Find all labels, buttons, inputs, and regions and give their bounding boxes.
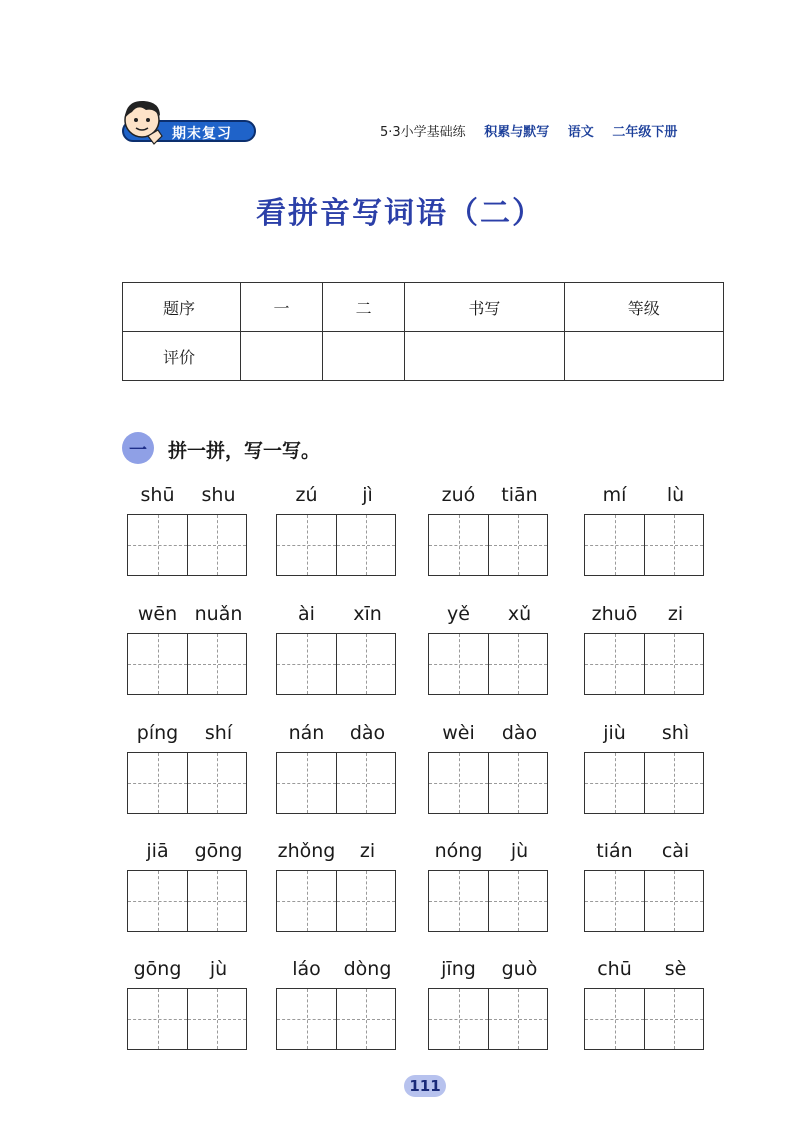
writing-boxes: [127, 988, 247, 1050]
score-input-part-2[interactable]: [323, 332, 405, 381]
pinyin-syllable: wēn: [137, 603, 178, 625]
pinyin-syllable: jì: [362, 484, 373, 506]
pinyin: [584, 722, 706, 748]
score-input-grade[interactable]: [564, 332, 723, 381]
writing-boxes: [276, 870, 396, 932]
pinyin-syllable: mí: [602, 484, 627, 506]
writing-boxes: [127, 633, 247, 695]
writing-cell[interactable]: [429, 871, 488, 931]
pinyin-syllable: dào: [349, 722, 386, 744]
writing-boxes: [127, 752, 247, 814]
header-subject: 语文: [567, 125, 594, 140]
pinyin-syllable: xīn: [353, 603, 382, 625]
header-info: [380, 121, 691, 140]
writing-cell[interactable]: [585, 753, 644, 813]
word-item: [428, 484, 550, 574]
pinyin-syllable: gōng: [194, 840, 243, 862]
writing-cell[interactable]: [187, 753, 246, 813]
writing-cell[interactable]: [585, 515, 644, 575]
pinyin-syllable: zi: [667, 603, 684, 625]
writing-boxes: [276, 633, 396, 695]
pinyin-syllable: zuó: [441, 484, 476, 506]
writing-boxes: [127, 870, 247, 932]
writing-cell[interactable]: [336, 989, 395, 1049]
score-input-writing[interactable]: [405, 332, 564, 381]
pinyin-syllable: píng: [136, 722, 179, 744]
writing-cell[interactable]: [488, 515, 547, 575]
pinyin-syllable: nóng: [434, 840, 483, 862]
word-item: [428, 840, 550, 930]
writing-cell[interactable]: [128, 634, 187, 694]
boy-mascot-icon: [118, 96, 170, 148]
writing-cell[interactable]: [429, 515, 488, 575]
writing-boxes: [428, 752, 548, 814]
word-item: [428, 603, 550, 693]
header-badge: [118, 96, 258, 146]
pinyin: [428, 722, 550, 748]
pinyin-syllable: zhuō: [591, 603, 638, 625]
pinyin-syllable: yě: [447, 603, 470, 625]
writing-cell[interactable]: [277, 634, 336, 694]
writing-cell[interactable]: [488, 753, 547, 813]
writing-cell[interactable]: [187, 989, 246, 1049]
pinyin: [428, 603, 550, 629]
word-item: [584, 603, 706, 693]
word-item: [276, 603, 398, 693]
pinyin: [584, 484, 706, 510]
pinyin-syllable: gōng: [133, 958, 182, 980]
writing-boxes: [276, 514, 396, 576]
writing-cell[interactable]: [128, 871, 187, 931]
word-item: [584, 484, 706, 574]
pinyin-syllable: lù: [666, 484, 685, 506]
writing-cell[interactable]: [644, 515, 703, 575]
writing-cell[interactable]: [336, 871, 395, 931]
word-item: [127, 722, 249, 812]
score-input-part-1[interactable]: [241, 332, 323, 381]
word-item: [584, 722, 706, 812]
pinyin-syllable: shì: [661, 722, 690, 744]
word-item: [127, 958, 249, 1048]
pinyin: [584, 840, 706, 866]
pinyin: [276, 603, 398, 629]
badge-label: 期末复习: [172, 126, 232, 142]
writing-cell[interactable]: [644, 871, 703, 931]
section-number: 一: [129, 440, 147, 461]
writing-cell[interactable]: [128, 753, 187, 813]
pinyin-syllable: nuǎn: [194, 603, 243, 625]
writing-boxes: [276, 988, 396, 1050]
writing-cell[interactable]: [585, 634, 644, 694]
writing-boxes: [428, 633, 548, 695]
pinyin-syllable: jù: [510, 840, 529, 862]
writing-cell[interactable]: [585, 871, 644, 931]
writing-cell[interactable]: [644, 634, 703, 694]
pinyin-syllable: guò: [501, 958, 538, 980]
pinyin: [428, 484, 550, 510]
pinyin-syllable: dòng: [343, 958, 392, 980]
pinyin: [276, 722, 398, 748]
writing-boxes: [584, 870, 704, 932]
score-table-rating-row: [123, 332, 724, 381]
pinyin-syllable: wèi: [442, 722, 475, 744]
header-book: 积累与默写: [484, 125, 550, 140]
pinyin-syllable: cài: [661, 840, 690, 862]
writing-cell[interactable]: [128, 989, 187, 1049]
pinyin-syllable: tián: [596, 840, 633, 862]
score-cell-grade: 等级: [564, 283, 723, 332]
pinyin: [127, 603, 249, 629]
writing-cell[interactable]: [187, 871, 246, 931]
pinyin: [276, 840, 398, 866]
writing-cell[interactable]: [277, 515, 336, 575]
pinyin: [127, 722, 249, 748]
writing-boxes: [428, 514, 548, 576]
page-number: 111: [404, 1075, 446, 1097]
page-title: 看拼音写词语（二）: [256, 196, 544, 231]
writing-boxes: [428, 870, 548, 932]
pinyin: [276, 484, 398, 510]
pinyin-syllable: shu: [201, 484, 236, 506]
pinyin: [127, 484, 249, 510]
writing-boxes: [428, 988, 548, 1050]
pinyin: [127, 958, 249, 984]
writing-boxes: [584, 752, 704, 814]
writing-cell[interactable]: [488, 634, 547, 694]
writing-cell[interactable]: [336, 515, 395, 575]
word-item: [276, 484, 398, 574]
pinyin: [276, 958, 398, 984]
pinyin-syllable: jiù: [603, 722, 626, 744]
writing-cell[interactable]: [585, 989, 644, 1049]
score-cell-part-1: 一: [241, 283, 323, 332]
word-item: [584, 958, 706, 1048]
writing-cell[interactable]: [644, 989, 703, 1049]
pinyin-syllable: zhǒng: [277, 840, 336, 862]
writing-cell[interactable]: [488, 989, 547, 1049]
pinyin-syllable: zi: [359, 840, 376, 862]
pinyin: [584, 958, 706, 984]
pinyin-syllable: nán: [288, 722, 325, 744]
pinyin: [428, 958, 550, 984]
word-item: [276, 722, 398, 812]
pinyin-syllable: shí: [204, 722, 233, 744]
section-title: 拼一拼，写一写。: [168, 440, 321, 462]
pinyin-syllable: jīng: [441, 958, 476, 980]
word-item: [127, 603, 249, 693]
writing-cell[interactable]: [277, 753, 336, 813]
writing-boxes: [584, 514, 704, 576]
score-cell-writing: 书写: [405, 283, 564, 332]
word-item: [584, 840, 706, 930]
pinyin: [127, 840, 249, 866]
writing-boxes: [584, 633, 704, 695]
pinyin: [584, 603, 706, 629]
word-item: [428, 958, 550, 1048]
pinyin-syllable: sè: [664, 958, 687, 980]
writing-boxes: [584, 988, 704, 1050]
pinyin-syllable: chū: [597, 958, 632, 980]
pinyin-syllable: xǔ: [507, 603, 532, 625]
writing-cell[interactable]: [429, 753, 488, 813]
word-item: [127, 840, 249, 930]
pinyin-syllable: ài: [298, 603, 315, 625]
score-cell-rating-label: 评价: [123, 332, 241, 381]
word-item: [428, 722, 550, 812]
pinyin-syllable: jiā: [146, 840, 169, 862]
writing-boxes: [127, 514, 247, 576]
score-table: [122, 282, 724, 381]
writing-cell[interactable]: [429, 989, 488, 1049]
writing-cell[interactable]: [644, 753, 703, 813]
writing-cell[interactable]: [277, 989, 336, 1049]
section-number-badge: [122, 432, 154, 464]
writing-cell[interactable]: [187, 634, 246, 694]
writing-cell[interactable]: [429, 634, 488, 694]
score-table-header-row: [123, 283, 724, 332]
pinyin-syllable: dào: [501, 722, 538, 744]
pinyin: [428, 840, 550, 866]
writing-boxes: [276, 752, 396, 814]
writing-cell[interactable]: [128, 515, 187, 575]
pinyin-syllable: tiān: [501, 484, 538, 506]
header-series: 5·3小学基础练: [380, 125, 466, 140]
pinyin-syllable: shū: [140, 484, 175, 506]
writing-cell[interactable]: [488, 871, 547, 931]
writing-cell[interactable]: [187, 515, 246, 575]
writing-cell[interactable]: [336, 634, 395, 694]
word-item: [127, 484, 249, 574]
pinyin-syllable: zú: [295, 484, 318, 506]
word-item: [276, 840, 398, 930]
score-cell-order-label: 题序: [123, 283, 241, 332]
writing-cell[interactable]: [336, 753, 395, 813]
pinyin-syllable: láo: [292, 958, 321, 980]
score-cell-part-2: 二: [323, 283, 405, 332]
word-item: [276, 958, 398, 1048]
writing-cell[interactable]: [277, 871, 336, 931]
pinyin-syllable: jù: [209, 958, 228, 980]
header-grade: 二年级下册: [612, 125, 678, 140]
